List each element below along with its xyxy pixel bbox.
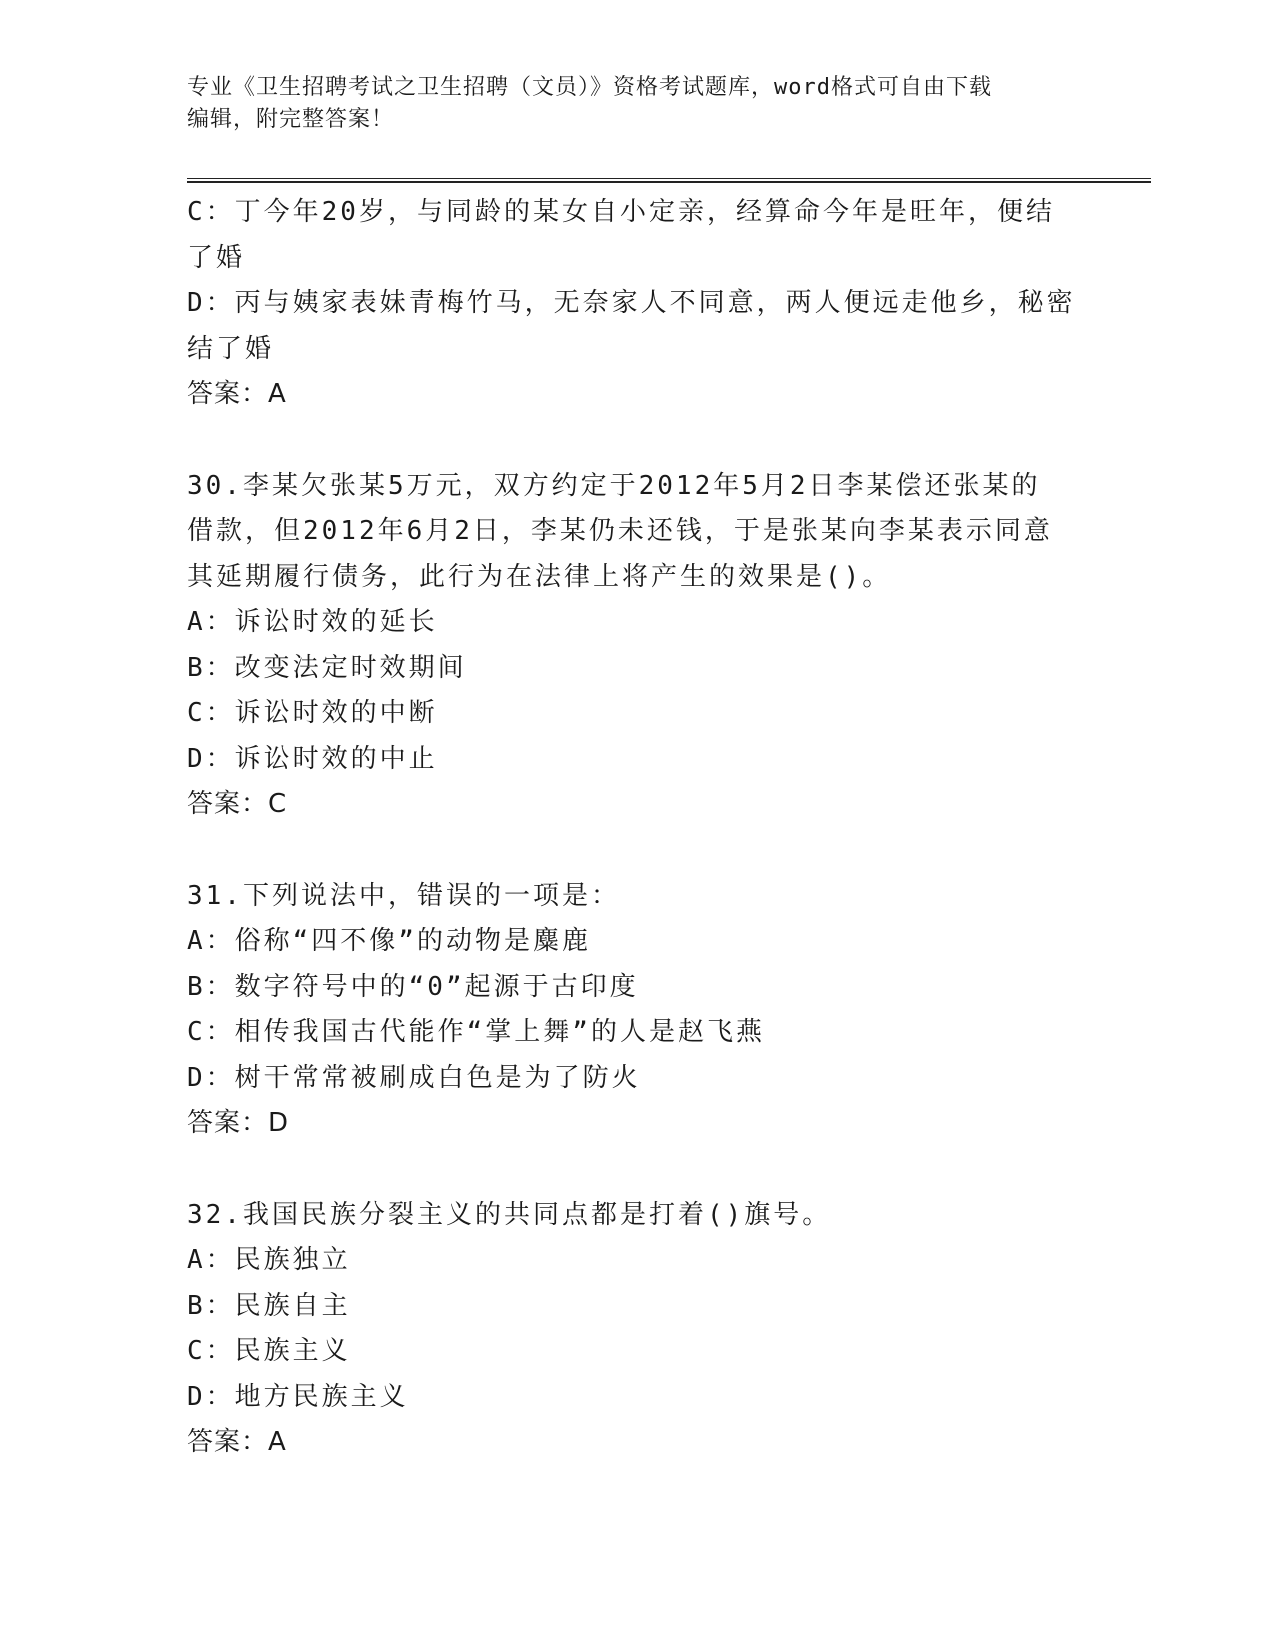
- question-content: [187, 190, 1087, 1466]
- option-d: D：树干常常被刷成白色是为了防火: [187, 1062, 641, 1093]
- answer: 答案：D: [187, 1108, 290, 1138]
- option-c: C：相传我国古代能作“掌上舞”的人是赵飞燕: [187, 1017, 765, 1047]
- question-spacer: [187, 828, 1087, 874]
- answer: 答案：A: [187, 1427, 287, 1457]
- option-c: C：诉讼时效的中断: [187, 698, 438, 728]
- option-a: A：俗称“四不像”的动物是麋鹿: [187, 926, 591, 956]
- option-b: B：民族自主: [187, 1290, 351, 1321]
- option-d: D：地方民族主义: [187, 1381, 409, 1412]
- option-a: A：民族独立: [187, 1245, 351, 1275]
- question-stem: 30.李某欠张某5万元，双方约定于2012年5月2日李某偿还张某的: [187, 470, 1041, 501]
- question-stem-continued: 借款，但2012年6月2日，李某仍未还钱，于是张某向李某表示同意: [187, 516, 1053, 546]
- question-32: [187, 1193, 1087, 1466]
- option-b: B：数字符号中的“0”起源于古印度: [187, 971, 639, 1002]
- option-c: C：民族主义: [187, 1336, 351, 1366]
- question-spacer: [187, 1147, 1087, 1193]
- option-d-continued: 结了婚: [187, 333, 275, 364]
- header-line-2: 编辑，附完整答案！: [187, 107, 395, 132]
- answer: 答案：C: [187, 789, 288, 819]
- question-stem: 31.下列说法中，错误的一项是：: [187, 880, 620, 911]
- header-line-1: 专业《卫生招聘考试之卫生招聘（文员）》资格考试题库，word格式可自由下载: [187, 75, 992, 100]
- option-b: B：改变法定时效期间: [187, 652, 467, 683]
- question-spacer: [187, 418, 1087, 464]
- answer: 答案：A: [187, 379, 287, 409]
- question-31: [187, 874, 1087, 1147]
- option-c-continued: 了婚: [187, 242, 246, 273]
- question-stem-continued: 其延期履行债务，此行为在法律上将产生的效果是()。: [187, 561, 892, 592]
- question-30: [187, 464, 1087, 828]
- option-a: A：诉讼时效的延长: [187, 607, 438, 637]
- document-header: [187, 72, 1067, 136]
- option-d: D：丙与姨家表妹青梅竹马，无奈家人不同意，两人便远走他乡，秘密: [187, 288, 1076, 318]
- question-29-tail: [187, 190, 1087, 418]
- option-d: D：诉讼时效的中止: [187, 743, 438, 774]
- header-divider: [187, 178, 1151, 183]
- option-c: C：丁今年20岁，与同龄的某女自小定亲，经算命今年是旺年，便结: [187, 197, 1055, 227]
- question-stem: 32.我国民族分裂主义的共同点都是打着()旗号。: [187, 1199, 832, 1230]
